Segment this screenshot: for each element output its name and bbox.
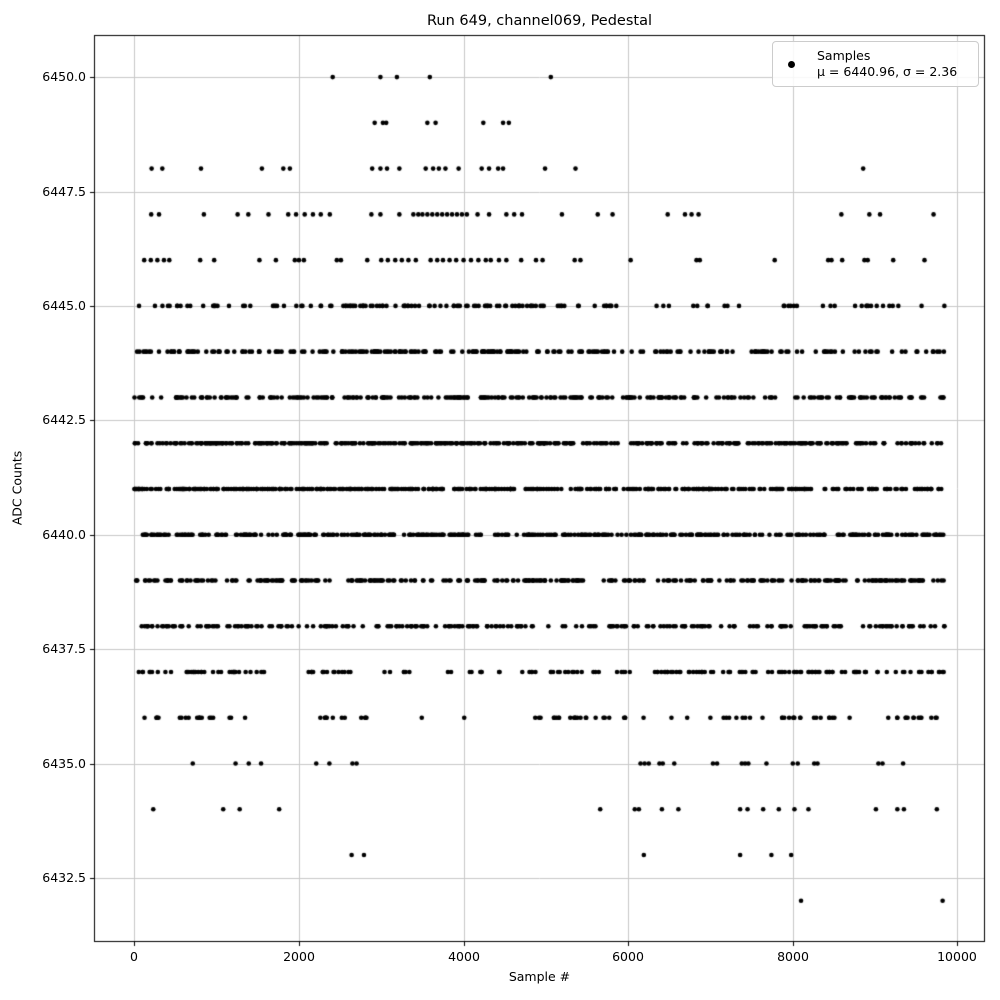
- x-tick-label: 0: [130, 949, 138, 964]
- legend-samples-label: Samples: [817, 48, 871, 63]
- y-tick-label: 6445.0: [42, 298, 86, 313]
- y-tick-label: 6447.5: [42, 184, 86, 199]
- x-tick-label: 6000: [612, 949, 644, 964]
- x-tick-label: 2000: [283, 949, 315, 964]
- legend-stats-label: μ = 6440.96, σ = 2.36: [817, 64, 958, 79]
- y-tick-label: 6435.0: [42, 756, 86, 771]
- x-axis-label: Sample #: [508, 969, 571, 984]
- y-axis-label: ADC Counts: [9, 450, 25, 526]
- y-tick-label: 6437.5: [42, 641, 86, 656]
- x-tick-label: 4000: [448, 949, 480, 964]
- legend-sample-dot-icon: [788, 61, 795, 68]
- legend-box: [772, 41, 979, 87]
- chart-title: Run 649, channel069, Pedestal: [426, 13, 652, 29]
- x-tick-label: 8000: [777, 949, 809, 964]
- y-tick-label: 6432.5: [42, 870, 86, 885]
- x-tick-label: 10000: [937, 949, 977, 964]
- y-tick-label: 6450.0: [42, 69, 86, 84]
- y-tick-label: 6440.0: [42, 527, 86, 542]
- legend-labels: [817, 48, 957, 80]
- y-tick-label: 6442.5: [42, 412, 86, 427]
